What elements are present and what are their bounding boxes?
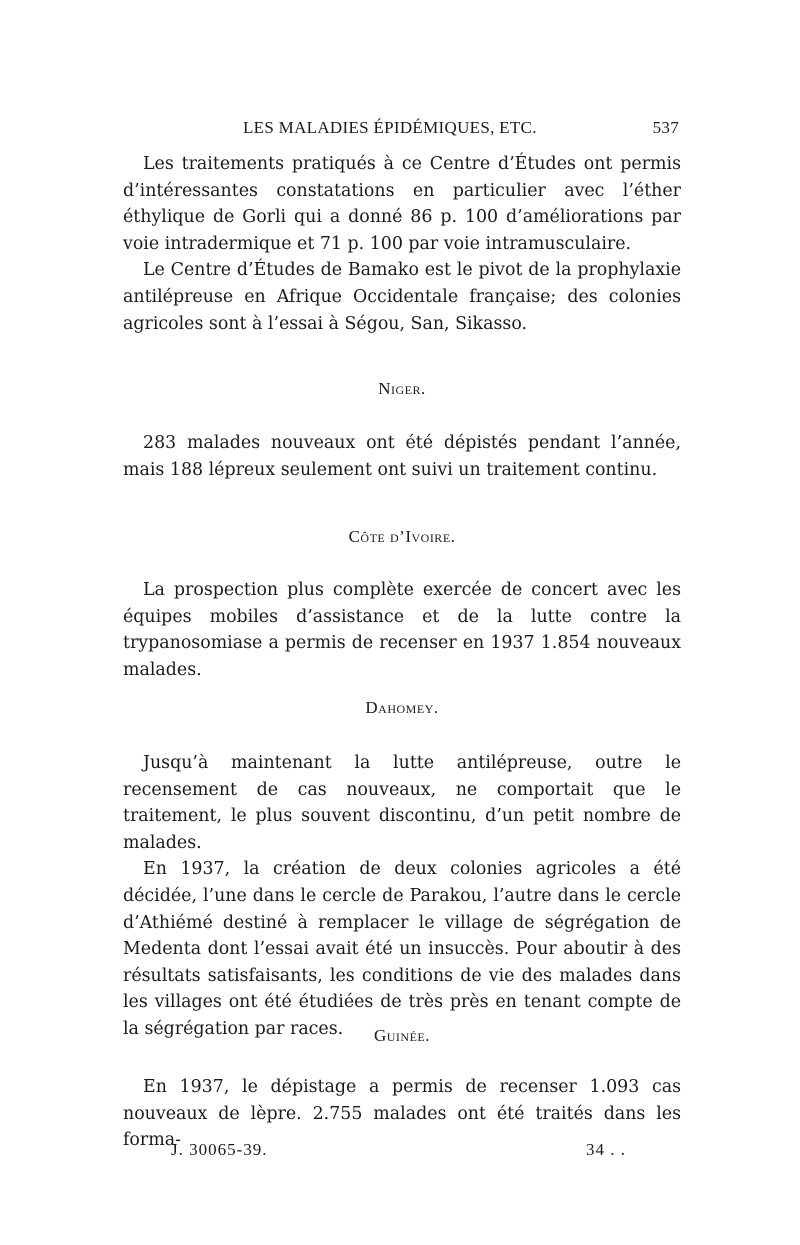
paragraph: 283 malades nouveaux ont été dépistés pendant l’année, mais 188 lépreux seulement ont suivi un traitement continu.	[123, 433, 681, 480]
section-text-niger	[123, 430, 681, 483]
intro-text	[123, 151, 681, 337]
page-number: 537	[652, 118, 679, 137]
paragraph: La prospection plus complète exercée de concert avec les équipes mobiles d’assistance et de la lutte contre la trypanosomiase a permis de recenser en 1937 1.854 nouveaux malades.	[123, 580, 681, 680]
printer-imprint: J. 30065-39.	[171, 1140, 268, 1159]
section-heading-guinee: Guinée.	[373, 1026, 430, 1045]
paragraph: Les traitements pratiqués à ce Centre d’Études ont permis d’intéressantes constatations en particulier avec l’éther éthylique de Gorli qui a donné 86 p. 100 d’améliorations par voie intradermique et 71 p. 100 par voie intramusculaire.	[123, 154, 681, 254]
page-footer	[123, 1140, 681, 1164]
paragraph: En 1937, la création de deux colonies agricoles a été décidée, l’une dans le cercle de Parakou, l’autre dans le cercle d’Athiémé destiné à remplacer le village de ségrégation de Medenta dont l’essai avait été un insuccès. Pour aboutir à des résultats satisfaisants, les conditions de vie des malades dans les villages ont été étudiées de très près en tenant compte de la ségrégation par races.	[123, 859, 681, 1039]
paragraph: Jusqu’à maintenant la lutte antilépreuse, outre le recensement de cas nouveaux, ne comportait que le traitement, le plus souvent discontinu, d’un petit nombre de malades.	[123, 753, 681, 853]
section-heading-niger: Niger.	[378, 379, 426, 398]
section-heading-dahomey: Dahomey.	[365, 698, 439, 717]
signature-mark: 34 . .	[586, 1140, 626, 1159]
running-header	[123, 118, 679, 142]
section-text-cote-divoire	[123, 577, 681, 683]
section-text-dahomey	[123, 750, 681, 1043]
paragraph: Le Centre d’Études de Bamako est le pivot de la prophylaxie antilépreuse en Afrique Occidentale française; des colonies agricoles sont à l’essai à Ségou, San, Sikasso.	[123, 260, 681, 334]
paragraph: En 1937, le dépistage a permis de recenser 1.093 cas nouveaux de lèpre. 2.755 malades ont été traités dans les forma-	[123, 1077, 681, 1151]
running-title: LES MALADIES ÉPIDÉMIQUES, ETC.	[243, 118, 537, 137]
book-page	[123, 0, 681, 1245]
section-heading-cote-divoire: Côte d’Ivoire.	[348, 527, 456, 546]
